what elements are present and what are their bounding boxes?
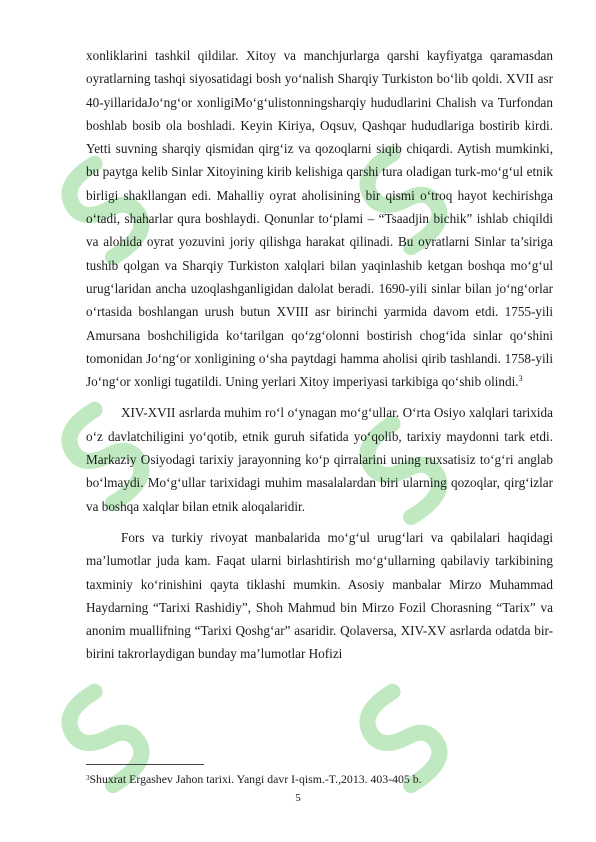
footnote-marker: 3 bbox=[86, 774, 90, 782]
footnote bbox=[86, 771, 556, 787]
paragraph-2: XIV-XVII asrlarda muhim ro‘l o‘ynagan mo‘g‘ullar. O‘rta Osiyo xalqlari tarixida o‘z davlatchiligini yo‘qotib, etnik guruh sifatida yo‘qolib, tarixiy maydonni tark etdi. Markaziy Osiyodagi tarixiy jarayonning ko‘p qirralarini uning ruxsatisiz to‘g‘ri anglab bo‘lmaydi. Mo‘g‘ullar tarixidagi muhim masalalardan biri ularning qozoqlar, qirg‘izlar va boshqa xalqlar bilan etnik aloqalaridir. bbox=[86, 405, 553, 514]
paragraph-1-text: xonliklarini tashkil qildilar. Xitoy va manchjurlarga qarshi kayfiyatga qaramasdan oyratlarning tashqi siyosatidagi bosh yo‘nalish Sharqiy Turkiston bo‘lib qoldi. XVII asr 40-yillaridaJo‘ng‘or xonligiMo‘g‘ulistonningsharqiy hududlarini Chalish va Turfondan boshlab bosib ola boshladi. Keyin Kiriya, Oqsuv, Qashqar hududlariga bostirib kirdi. Yetti suvning sharqiy qismidan qirg‘iz va qozoqlarni siqib chiqardi. Aytish mumkinki, bu paytga kelib Sinlar Xitoyining kirib kelishiga qarshi tura oladigan turk-mo‘g‘ul etnik birligi shakllangan edi. Mahalliy oyrat aholisining bir qismi o‘troq hayot kechirishga o‘tadi, shaharlar qura boshlaydi. Qonunlar to‘plami – “Tsaadjin bichik” ishlab chiqildi va alohida oyrat yozuvini joriy qilishga harakat qilinadi. Bu oyratlarni Sinlar ta’siriga tushib qolgan va Sharqiy Turkiston xalqlari bilan yaqinlashib ketgan boshqa mo‘g‘ul urug‘laridan ancha uzoqlashganligidan dalolat beradi. 1690-yili sinlar bilan jo‘ng‘orlar o‘rtasida boshlangan urush butun XVIII asr birinchi yarmida davom etdi. 1755-yili Amursana boshchiligida ko‘tarilgan qo‘zg‘olonni bostirish chog‘ida sinlar qo‘shini tomonidan Jo‘ng‘or xonligining o‘sha paytdagi hamma aholisi qirib tashlandi. 1758-yili Jo‘ng‘or xonligi tugatildi. Uning yerlari Xitoy imperiyasi tarkibiga qo‘shib olindi. bbox=[86, 48, 553, 390]
footnote-text: Shuxrat Ergashev Jahon tarixi. Yangi davr I-qism.-T.,2013. 403-405 b. bbox=[89, 772, 422, 786]
paragraph-1 bbox=[86, 44, 553, 393]
page-number: 5 bbox=[295, 792, 301, 804]
footnote-divider bbox=[86, 764, 204, 765]
page-body bbox=[86, 44, 553, 666]
paragraph-3: Fors va turkiy rivoyat manbalarida mo‘g‘ul urug‘lari va qabilalari haqidagi ma’lumotlar juda kam. Faqat ularni birlashtirish mo‘g‘ullarning qabilaviy tarkibining taxminiy ko‘rinishini qayta tiklashi mumkin. Asosiy manbalar Mirzo Muhammad Haydarning “Tarixi Rashidiy”, Shoh Mahmud bin Mirzo Fozil Chorasning “Tarix” va anonim muallifning “Tarixi Qoshg‘ar” asaridir. Qolaversa, XIV-XV asrlarda odatda bir-birini takrorlaydigan bunday ma’lumotlar Hofizi bbox=[86, 529, 553, 662]
footnote-reference[interactable]: 3 bbox=[518, 374, 523, 384]
